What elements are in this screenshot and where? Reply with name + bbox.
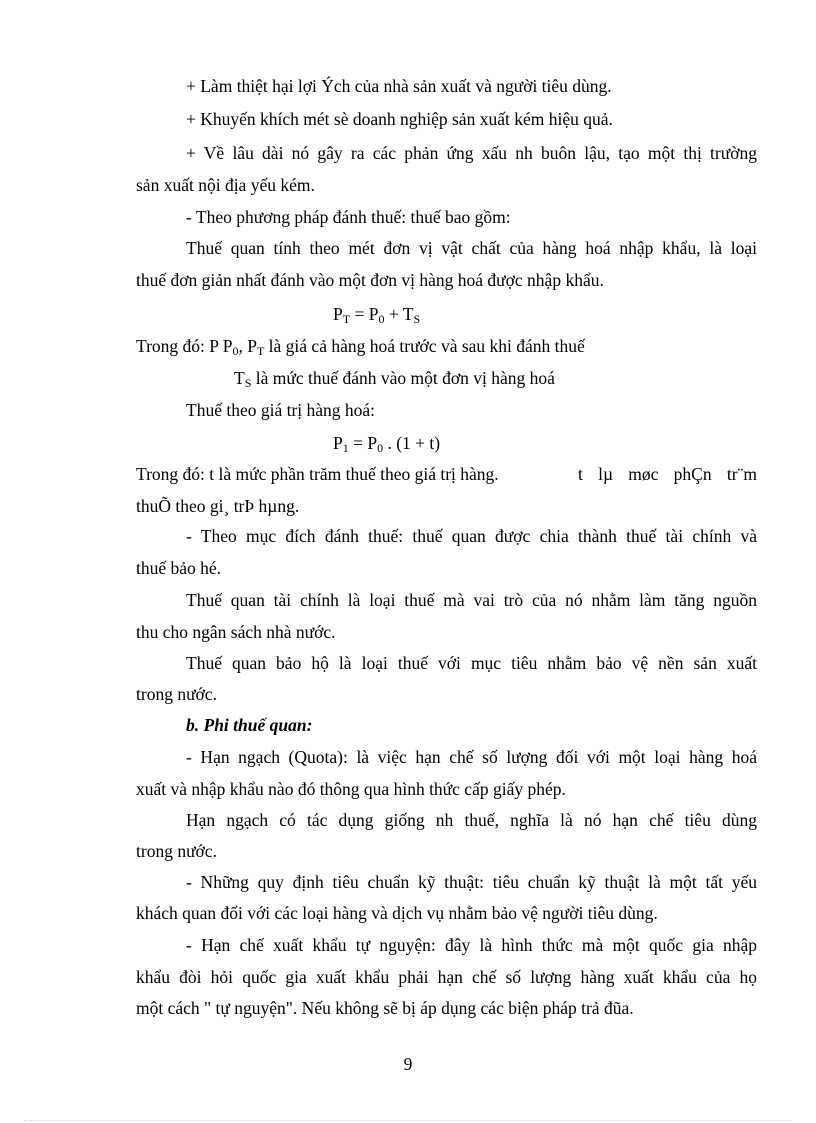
paragraph-line: một cách " tự nguyện". Nếu không sẽ bị áp dụng các biện pháp trả đũa. [136, 998, 634, 1018]
paragraph-line: $T_S$ là mức thuế đánh vào một đơn vị hàng hoá [234, 368, 555, 390]
paragraph-line: thuế đơn giản nhất đánh vào một đơn vị hàng hoá được nhập khẩu. [136, 270, 604, 290]
paragraph-line: Thuế theo giá trị hàng hoá: [186, 400, 376, 420]
paragraph-line: Thuế quan tài chính là loại thuế mà vai trò của nó nhằm làm tăng nguồn [186, 590, 757, 610]
paragraph-line: Hạn ngạch có tác dụng giống nh thuế, nghĩa là nó hạn chế tiêu dùng [186, 810, 757, 830]
paragraph-line: - Hạn chế xuất khẩu tự nguyện: đây là hình thức mà một quốc gia nhập [186, 935, 757, 955]
paragraph-line: + Khuyến khích mét sè doanh nghiệp sản xuất kém hiệu quả. [186, 109, 613, 129]
formula-specific-tariff: $P_T = P_0 + T_S$ [333, 304, 421, 326]
paragraph-line: khách quan đối với các loại hàng và dịch vụ nhằm bảo vệ người tiêu dùng. [136, 903, 658, 923]
paragraph-line: - Theo phương pháp đánh thuế: thuế bao gồm: [186, 207, 511, 227]
paragraph-line: Trong đó: t là mức phần trăm thuế theo giá trị hàng. [136, 464, 499, 484]
paragraph-line: Thuế quan tính theo mét đơn vị vật chất của hàng hoá nhập khẩu, là loại [186, 238, 757, 258]
paragraph-line: thu cho ngân sách nhà nước. [136, 622, 336, 642]
section-heading: b. Phi thuế quan: [186, 715, 313, 735]
paragraph-line: trong nước. [136, 684, 217, 704]
paragraph-line: Thuế quan bảo hộ là loại thuế với mục tiêu nhằm bảo vệ nền sản xuất [186, 653, 757, 673]
paragraph-line: trong nước. [136, 841, 217, 861]
paragraph-line: + Về lâu dài nó gây ra các phản ứng xấu nh buôn lậu, tạo một thị trường [186, 143, 757, 163]
paragraph-line: thuế bảo hé. [136, 558, 222, 578]
paragraph-line: - Hạn ngạch (Quota): là việc hạn chế số lượng đối với một loại hàng hoá [186, 747, 757, 767]
paragraph-line: - Theo mục đích đánh thuế: thuế quan được chia thành thuế tài chính và [186, 526, 757, 546]
paragraph-line: + Làm thiệt hại lợi Ých của nhà sản xuất và người tiêu dùng. [186, 76, 612, 96]
paragraph-line: xuất và nhập khẩu nào đó thông qua hình thức cấp giấy phép. [136, 779, 566, 799]
paragraph-line: Trong đó: P $P_0$, $P_T$ là giá cả hàng hoá trước và sau khi đánh thuế [136, 336, 585, 358]
paragraph-line: sản xuất nội địa yếu kém. [136, 175, 315, 195]
garbled-text-fragment: t lµ møc phÇn tr¨m [578, 464, 757, 484]
paragraph-line: khẩu đòi hỏi quốc gia xuất khẩu phải hạn chế số lượng hàng xuất khẩu của họ [136, 967, 757, 987]
page-number: 9 [403, 1054, 413, 1074]
paragraph-line: thuÕ theo gi¸ trÞ hµng. [136, 496, 300, 516]
paragraph-line: - Những quy định tiêu chuẩn kỹ thuật: tiêu chuẩn kỹ thuật là một tất yếu [186, 872, 757, 892]
formula-ad-valorem-tariff: $P_1 = P_0$ . (1 + t) [333, 433, 441, 455]
page-bottom-divider [24, 1120, 792, 1121]
